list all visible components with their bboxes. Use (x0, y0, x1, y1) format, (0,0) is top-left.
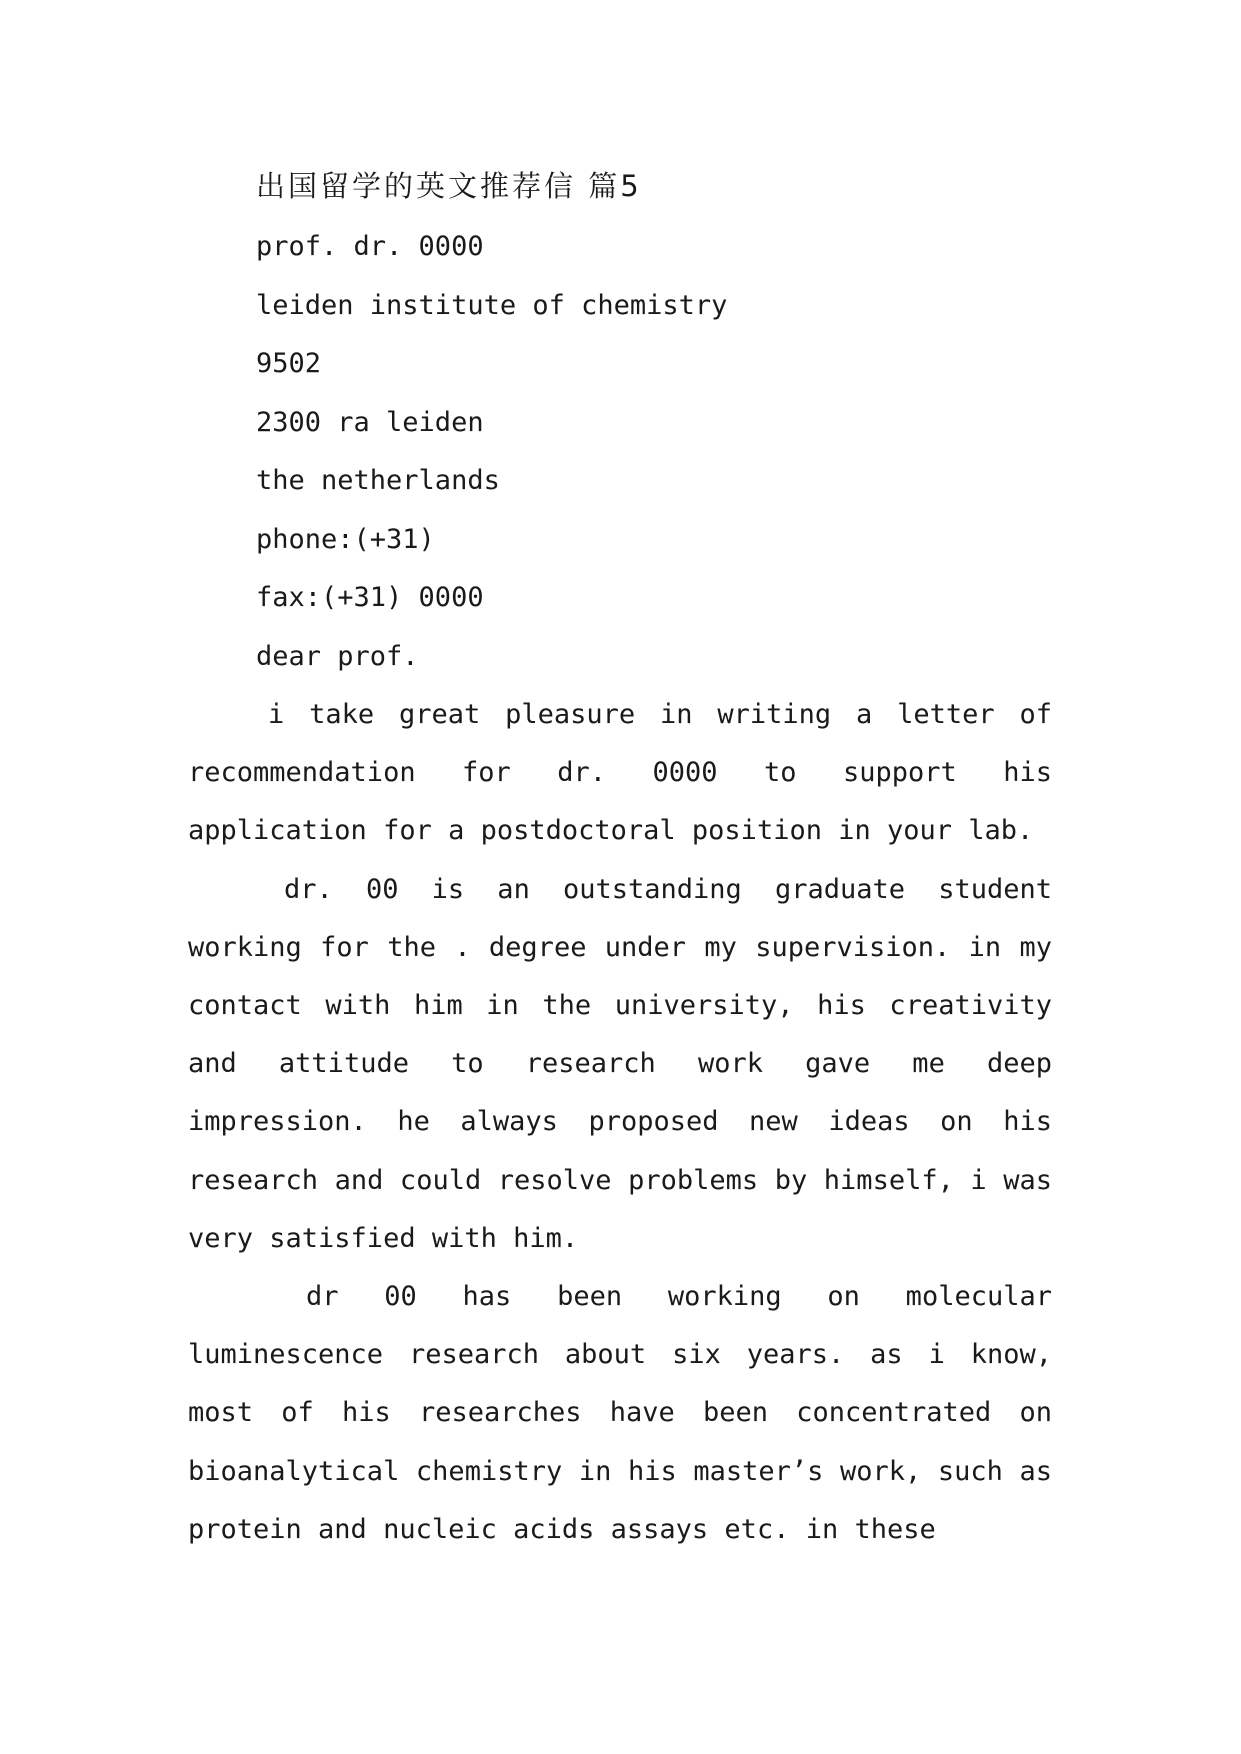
body-paragraph: dr 00 has been working on molecular luminescence research about six years. as i know, most of his researches have been concentrated on bioanalytical chemistry in his master’s work, such as protein and nucleic acids assays etc. in these (188, 1281, 1052, 1545)
address-line: prof. dr. 0000 (256, 231, 484, 262)
address-line: 9502 (256, 348, 322, 379)
body-paragraph: i take great pleasure in writing a letter of recommendation for dr. 0000 to support his application for a postdoctoral position in your lab. (188, 699, 1052, 847)
address-line: the netherlands (256, 465, 500, 496)
letter-heading: 出国留学的英文推荐信 篇5 (256, 169, 642, 203)
address-line: 2300 ra leiden (256, 406, 484, 438)
address-line: leiden institute of chemistry (256, 289, 728, 321)
address-line: fax:(+31) 0000 (256, 582, 484, 613)
address-line: phone:(+31) (256, 523, 435, 555)
letter-body (188, 686, 1052, 1559)
body-paragraph: dr. 00 is an outstanding graduate student working for the . degree under my supervision. in my contact with him in the university, his creativity and attitude to research work gave me deep impression. he always proposed new ideas on his research and could resolve problems by himself, i was very satisfied with him. (188, 873, 1052, 1254)
salutation: dear prof. (256, 640, 419, 672)
address-block (256, 218, 727, 686)
